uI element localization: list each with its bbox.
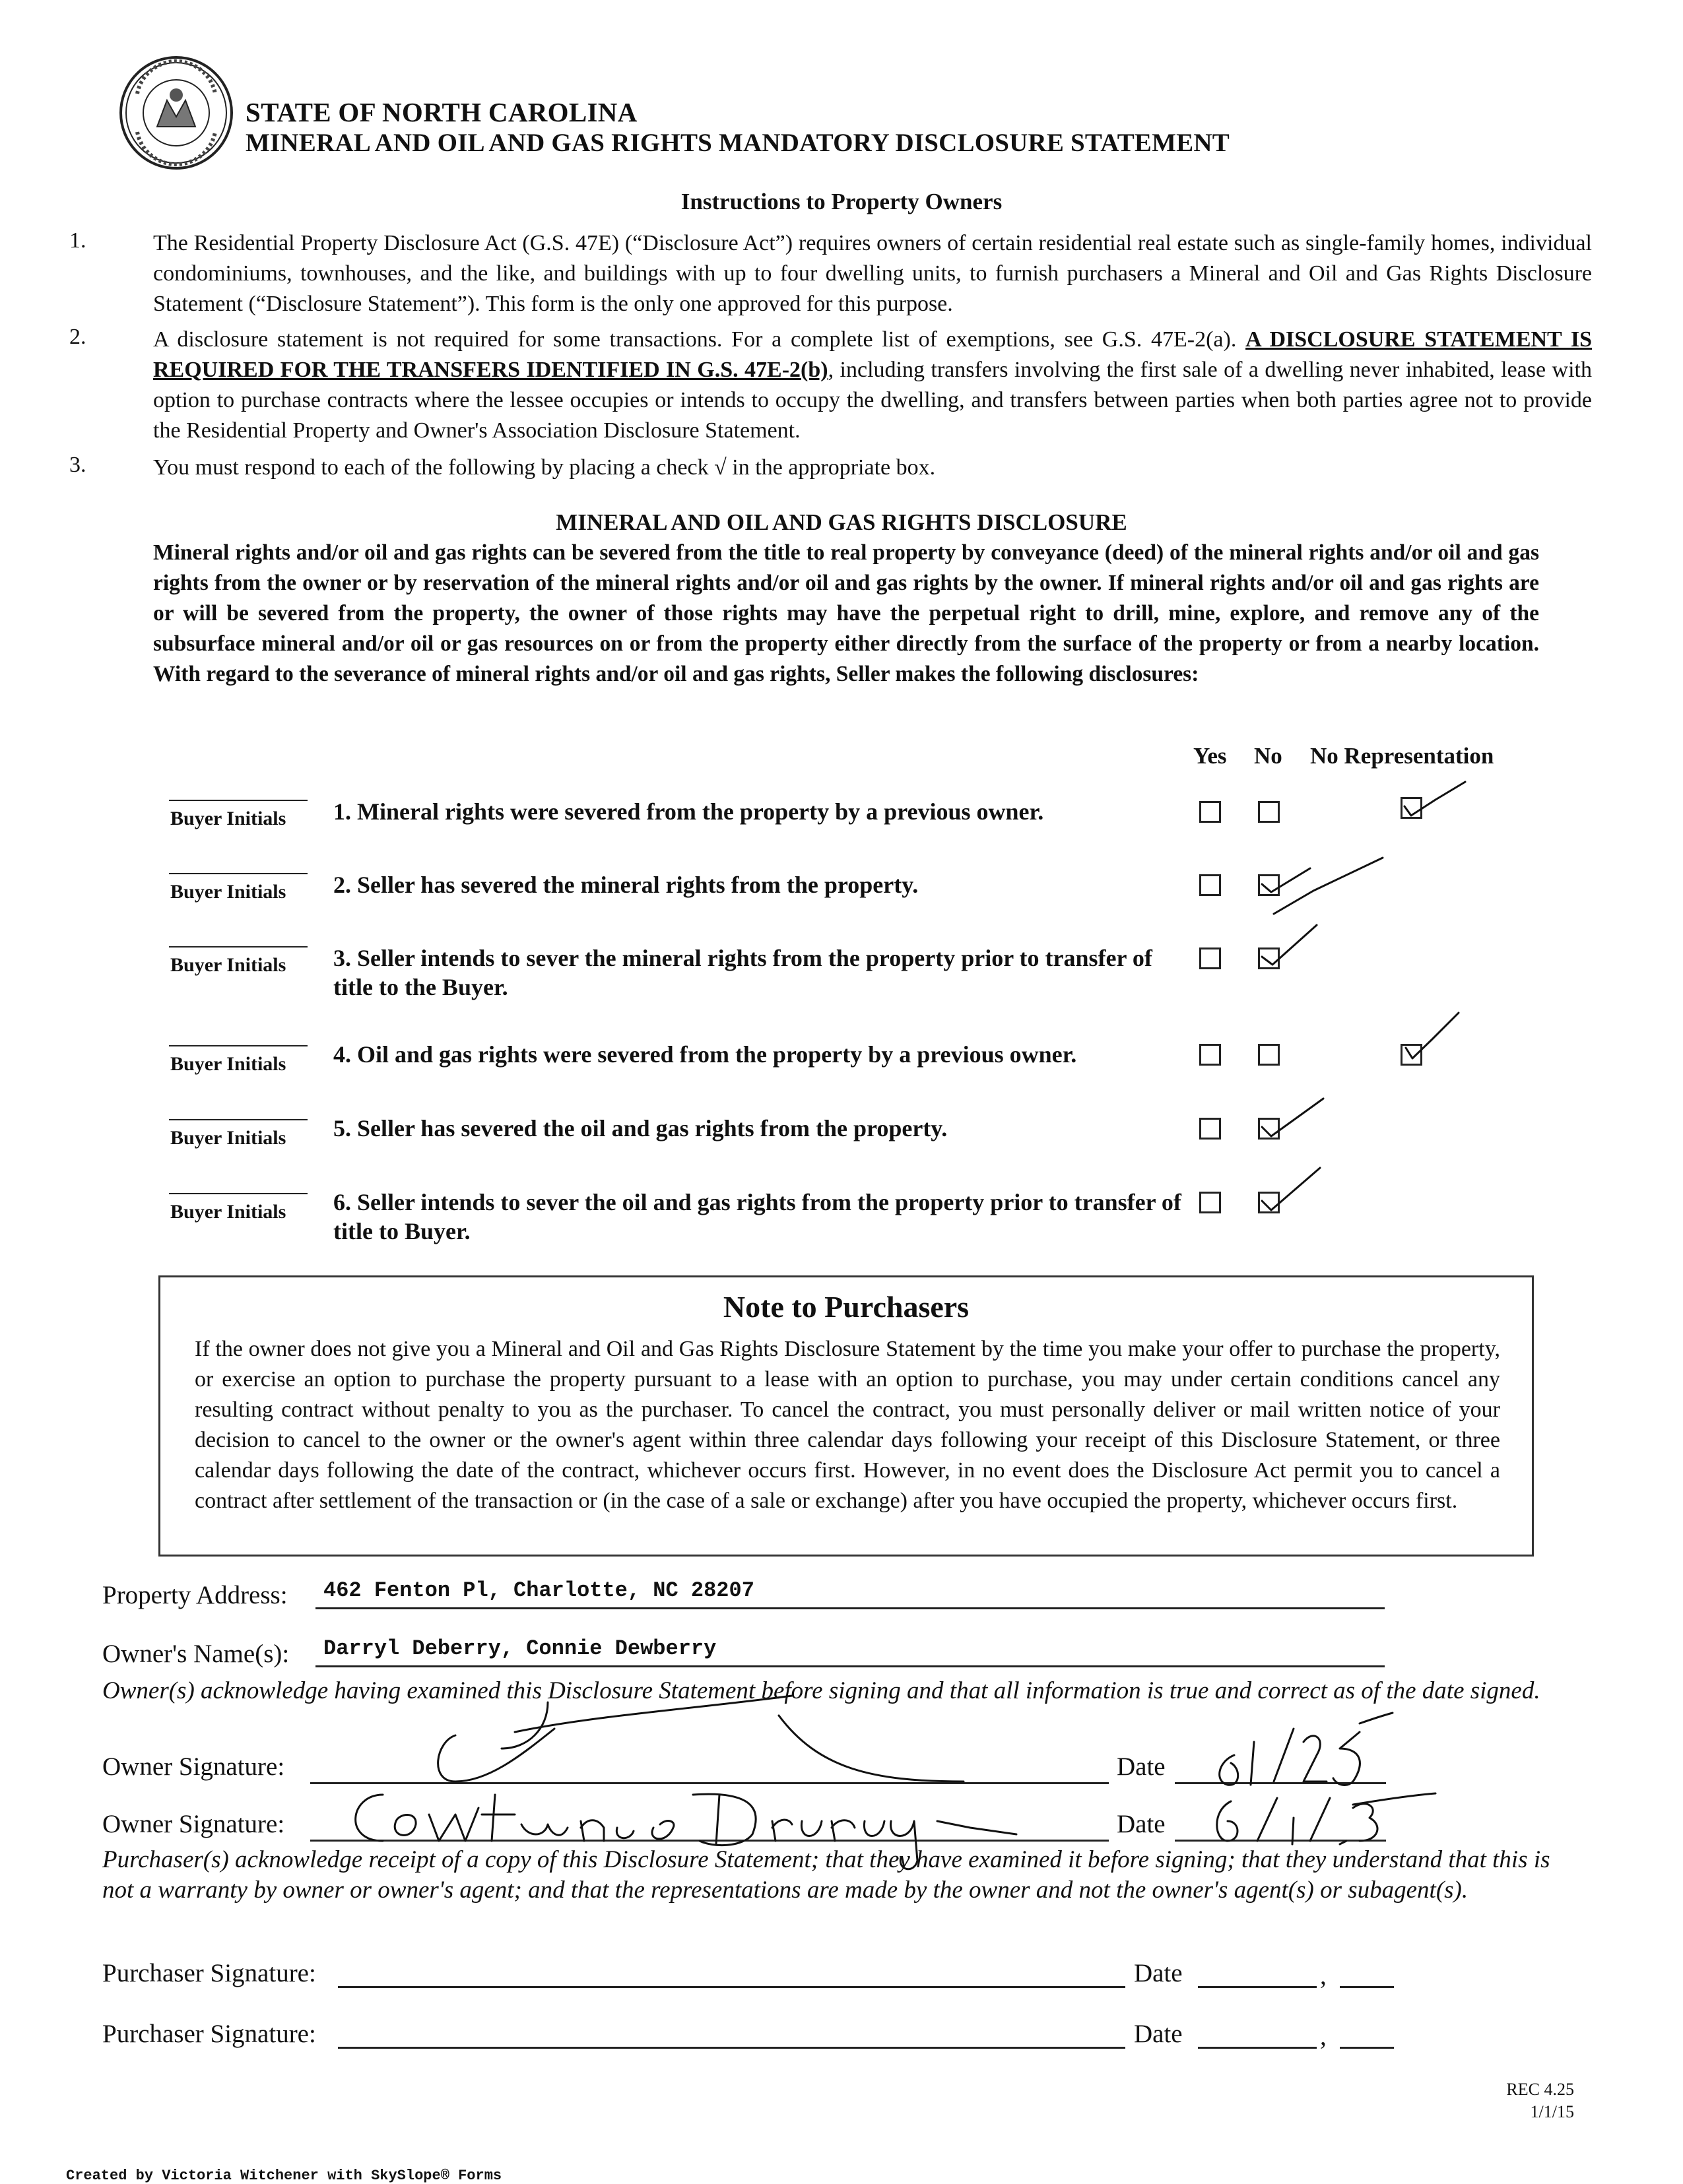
owner-1-signature-drawing <box>438 1696 964 1782</box>
owner-acknowledgment: Owner(s) acknowledge having examined this Disclosure Statement before signing and that all information is true and correct as of the date signed. <box>102 1677 1540 1704</box>
purchaser-year-field[interactable] <box>1340 2020 1394 2049</box>
instruction-2-part-b: , including transfers involving the first sale of a dwelling never inhabited, lease with option to purchase contracts where the lessee occupies or intends to occupy the dwelling, and transfers between parties when both parties agree not to provide the Residential Property and Owner's Association Disclosure Statement. <box>153 358 1592 443</box>
date-comma: , <box>1320 2022 1327 2051</box>
instructions-heading: Instructions to Property Owners <box>680 189 1003 214</box>
disclosure-intro: Mineral rights and/or oil and gas rights can be severed from the title to real property by conveyance (deed) of the mineral rights and/or oil and gas rights from the owner or by reservation of the mineral rights and/or oil and gas rights by the owner. If mineral rights and/or oil and gas rights are or will be severed from the property, the owner of those rights may have the perpetual right to drill, mine, explore, and remove any of the subsurface mineral and/or oil or gas resources on or from the property either directly from the surface of the property or from a nearby location. With regard to the severance of mineral rights and/or oil and gas rights, Seller makes the following disclosures: <box>153 540 1539 686</box>
owner-date-label: Date <box>1117 1752 1166 1781</box>
owners-name-label: Owner's Name(s): <box>102 1640 290 1668</box>
instruction-2-part-a: A disclosure statement is not required for some transactions. For a complete list of exemptions, see G.S. 47E-2(a). <box>153 327 1246 352</box>
purchaser-signature-field[interactable] <box>338 2020 1125 2049</box>
owners-name-value: Darryl Deberry, Connie Dewberry <box>323 1636 717 1661</box>
purchaser-year-field[interactable] <box>1340 1960 1394 1988</box>
owner-2-date-drawing <box>1217 1793 1436 1844</box>
purchaser-signature-field[interactable] <box>338 1960 1125 1988</box>
instruction-1: The Residential Property Disclosure Act (G.S. 47E) (“Disclosure Act”) requires owners of certain residential real estate such as single-family homes, individual condominiums, townhouses, and the like, and buildings with up to four dwelling units, to furnish purchasers a Mineral and Oil and Gas Rights Disclosure Statement (“Disclosure Statement”). This form is the only one approved for this purpose. <box>153 231 1592 316</box>
instruction-number: 1. <box>69 228 86 253</box>
purchaser-acknowledgment: Purchaser(s) acknowledge receipt of a copy of this Disclosure Statement; that they have examined it before signing; that they understand that this is not a warranty by owner or owner's agent; and that the representations are made by the owner and not the owner's agent(s) or subagent(s). <box>102 1846 1550 1904</box>
instruction-number: 2. <box>69 325 86 349</box>
question-text: 3. Seller intends to sever the mineral rights from the property prior to transfer of title to the Buyer. <box>333 945 1152 1000</box>
question-text: 2. Seller has severed the mineral rights from the property. <box>333 872 919 898</box>
form-title: MINERAL AND OIL AND GAS RIGHTS MANDATORY DISCLOSURE STATEMENT <box>246 129 1230 157</box>
purchaser-signature-label: Purchaser Signature: <box>102 2020 316 2048</box>
note-body: If the owner does not give you a Mineral and Oil and Gas Rights Disclosure Statement by the time you make your offer to purchase the property, or exercise an option to purchase the property pursuant to a lease with an option to purchase, you may under certain conditions cancel any resulting contract without penalty to you as the purchaser. To cancel the contract, you must personally deliver or mail written notice of your decision to cancel to the owner or the owner's agent within three calendar days following your receipt of this Disclosure Statement, or three calendar days following the date of the contract, whichever occurs first. However, in no event does the Disclosure Act permit you to cancel a contract after settlement of the transaction or (in the case of a sale or exchange) after you have occupied the property, whichever occurs first. <box>195 1337 1500 1513</box>
owner-date-label: Date <box>1117 1810 1166 1838</box>
property-address-value: 462 Fenton Pl, Charlotte, NC 28207 <box>323 1578 754 1603</box>
purchaser-date-label: Date <box>1134 2020 1183 2048</box>
form-title-state: STATE OF NORTH CAROLINA <box>246 97 638 127</box>
owner-signature-label: Owner Signature: <box>102 1810 285 1838</box>
disclosure-heading: MINERAL AND OIL AND GAS RIGHTS DISCLOSURE <box>556 509 1127 535</box>
owner-signature-label: Owner Signature: <box>102 1752 285 1781</box>
purchaser-date-label: Date <box>1134 1959 1183 1987</box>
instruction-3: You must respond to each of the following by placing a check √ in the appropriate box. <box>153 455 936 480</box>
question-text: 4. Oil and gas rights were severed from the property by a previous owner. <box>333 1041 1077 1068</box>
purchaser-date-field[interactable] <box>1198 1960 1317 1988</box>
column-yes: Yes <box>1193 743 1227 769</box>
buyer-initials-label: Buyer Initials <box>170 881 286 903</box>
buyer-initials-label: Buyer Initials <box>170 1201 286 1223</box>
purchaser-signature-label: Purchaser Signature: <box>102 1959 316 1987</box>
question-text: 1. Mineral rights were severed from the property by a previous owner. <box>333 798 1044 825</box>
question-text: 5. Seller has severed the oil and gas rights from the property. <box>333 1115 948 1141</box>
buyer-initials-label: Buyer Initials <box>170 808 286 829</box>
column-no-representation: No Representation <box>1310 743 1494 769</box>
instruction-2-required-notice: A DISCLOSURE STATEMENT IS REQUIRED FOR THE TRANSFERS IDENTIFIED IN G.S. 47E-2(b) <box>153 327 1592 382</box>
property-address-label: Property Address: <box>102 1581 288 1609</box>
question-text: 6. Seller intends to sever the oil and gas rights from the property prior to transfer of title to Buyer. <box>333 1189 1181 1244</box>
column-no: No <box>1254 743 1282 769</box>
date-comma: , <box>1320 1962 1327 1990</box>
instruction-number: 3. <box>69 453 86 477</box>
buyer-initials-label: Buyer Initials <box>170 1127 286 1149</box>
purchaser-date-field[interactable] <box>1198 2020 1317 2049</box>
buyer-initials-label: Buyer Initials <box>170 1053 286 1075</box>
form-code: REC 4.25 <box>1506 2080 1574 2099</box>
owner-1-date-drawing <box>1220 1713 1393 1785</box>
note-title: Note to Purchasers <box>723 1290 970 1324</box>
buyer-initials-label: Buyer Initials <box>170 954 286 976</box>
created-by-note: Created by Victoria Witchener with SkySlope® Forms <box>66 2168 502 2184</box>
form-revision-date: 1/1/15 <box>1530 2102 1574 2121</box>
